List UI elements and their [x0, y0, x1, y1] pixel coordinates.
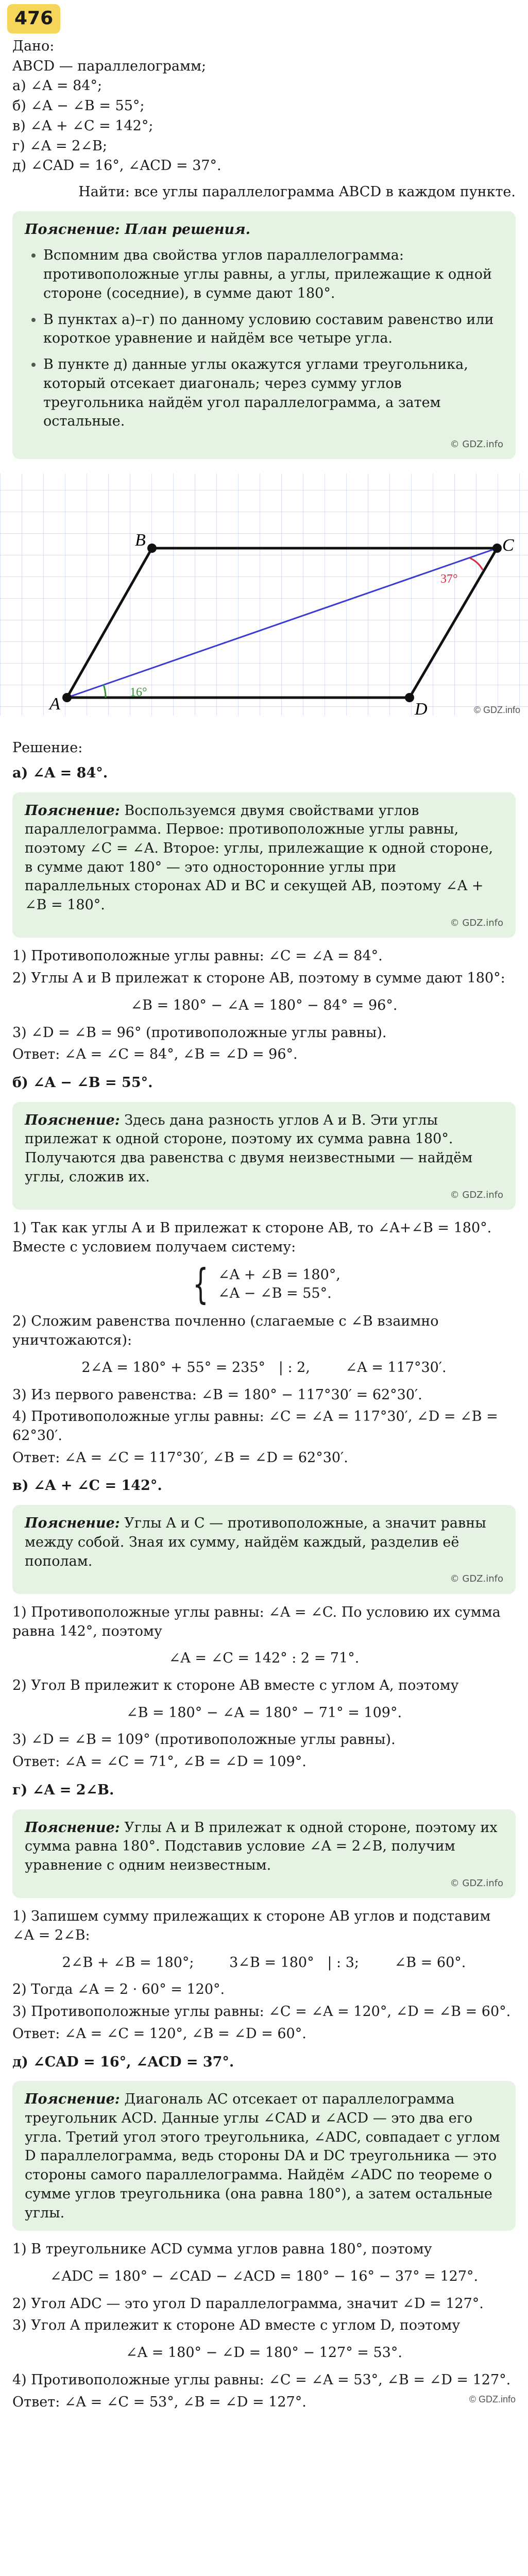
solution-line: 3) Из первого равенства: ∠B = 180° − 117°30′ = 62°30′. — [12, 1386, 422, 1403]
plan-list — [25, 246, 503, 431]
solution-block — [0, 739, 528, 783]
vertex-a-point — [62, 693, 72, 702]
solution-line: 3) ∠D = ∠B = 109° (противоположные углы равны). — [12, 1732, 396, 1748]
answer-line: Ответ: ∠A = ∠C = 117°30′, ∠B = ∠D = 62°30′. — [12, 1449, 348, 1466]
solution-line: 1) В треугольнике ACD сумма углов равна 180°, поэтому — [12, 2241, 432, 2258]
formula: ∠A = ∠C = 142° : 2 = 71°. — [168, 1650, 360, 1667]
expl-title: Пояснение: — [25, 802, 120, 819]
part-d-explanation — [12, 1809, 516, 1899]
expl-text: Углы A и C — противоположные, а значит равны между собой. Зная их сумму, найдём каждый, разделив её пополам. — [25, 1515, 486, 1569]
expl-text: Воспользуемся двумя свойствами углов параллелограмма. Первое: противоположные углы равны, поэтому ∠C = ∠A. Второе: углы, прилежащие к одной стороне, в сумме дают 180° — это односторонние углы при параллельных сторонах AD и BC и секущей AB, поэтому ∠A + ∠B = 180°. — [25, 802, 493, 913]
part-e-explanation — [12, 2081, 516, 2231]
system-line: ∠A + ∠B = 180°, — [218, 1266, 340, 1283]
given-line: в) ∠A + ∠C = 142°; — [12, 117, 154, 134]
problem-number-badge: 476 — [7, 4, 60, 33]
part-d-heading: г) ∠A = 2∠B. — [12, 1782, 114, 1798]
angle-a-label: 16° — [130, 686, 147, 700]
part-a-heading: а) ∠A = 84°. — [12, 765, 108, 781]
watermark: © GDZ.info — [450, 917, 503, 928]
given-line: г) ∠A = 2∠B; — [12, 138, 107, 154]
plan-item: • В пункте д) данные углы окажутся углами треугольника, который отсекает диагональ; через сумму углов треугольника найдём угол параллелограмма, а затем остальные. — [43, 355, 503, 431]
solution-line: 1) Запишем сумму прилежащих к стороне AB углов и подставим ∠A = 2∠B: — [12, 1908, 491, 1943]
system-line: ∠A − ∠B = 55°. — [218, 1285, 332, 1302]
vertex-d-point — [405, 693, 414, 702]
formula: ∠A = 180° − ∠D = 180° − 127° = 53°. — [126, 2345, 402, 2361]
expl-title: Пояснение: — [25, 2091, 120, 2108]
watermark: © GDZ.info — [450, 1573, 503, 1585]
figure-watermark: © GDZ.info — [473, 705, 520, 716]
watermark: © GDZ.info — [450, 1189, 503, 1200]
solution-label: Решение: — [12, 740, 83, 756]
part-d-solution — [0, 1907, 528, 2072]
solution-line: 1) Противоположные углы равны: ∠C = ∠A = 84°. — [12, 948, 383, 964]
watermark: © GDZ.info — [450, 438, 503, 450]
plan-item: • Вспомним два свойства углов параллелограмма: противоположные углы равны, а углы, прилежащие к одной стороне (соседние), в сумме дают 180°. — [43, 246, 503, 303]
answer-line: Ответ: ∠A = ∠C = 84°, ∠B = ∠D = 96°. — [12, 1046, 298, 1063]
given-block — [0, 0, 528, 202]
given-line: б) ∠A − ∠B = 55°; — [12, 98, 145, 114]
vertex-d-label: D — [415, 700, 428, 719]
watermark: © GDZ.info — [450, 1877, 503, 1889]
formula: 2∠A = 180° + 55° = 235° | : 2, ∠A = 117°30′. — [81, 1359, 447, 1376]
solution-line: 2) Тогда ∠A = 2 · 60° = 120°. — [12, 1981, 225, 1998]
parallelogram-figure — [0, 468, 528, 732]
part-c-solution — [0, 1603, 528, 1800]
given-line: а) ∠A = 84°; — [12, 78, 103, 94]
expl-text: Диагональ AC отсекает от параллелограмма треугольник ACD. Данные углы ∠CAD и ∠ACD — это два его угла. Третий угол этого треугольника, ∠ADC, совпадает с углом D параллелограмма, ведь стороны DA и DC треугольника — это стороны самого параллелограмма. Найдём ∠ADC по теореме о сумме углов треугольника (она равна 180°), а затем остальные углы. — [25, 2091, 500, 2221]
find-line: Найти: все углы параллелограмма ABCD в каждом пункте. — [78, 184, 516, 200]
formula: 2∠B + ∠B = 180°; 3∠B = 180° | : 3; ∠B = 60°. — [62, 1954, 466, 1971]
vertex-a-label: A — [49, 694, 60, 714]
vertex-c-point — [492, 544, 502, 553]
part-a-solution — [0, 947, 528, 1092]
expl-title: Пояснение: — [25, 1112, 120, 1128]
solution-line: 4) Противоположные углы равны: ∠C = ∠A = 53°, ∠B = ∠D = 127°. — [12, 2371, 511, 2388]
expl-title: Пояснение: — [25, 1515, 120, 1532]
vertex-c-label: C — [502, 536, 514, 555]
part-c-explanation — [12, 1505, 516, 1594]
solution-line: 3) ∠D = ∠B = 96° (противоположные углы равны). — [12, 1024, 387, 1041]
part-b-solution — [0, 1219, 528, 1496]
solution-line: 3) Угол A прилежит к стороне AD вместе с углом D, поэтому — [12, 2317, 461, 2334]
expl-text: Углы A и B прилежат к одной стороне, поэтому их сумма равна 180°. Подставив условие ∠A = 2∠B, получим уравнение с одним неизвестным. — [25, 1819, 498, 1873]
plan-title: Пояснение: План решения. — [25, 221, 251, 238]
part-b-explanation — [12, 1102, 516, 1210]
answer-line: Ответ: ∠A = ∠C = 71°, ∠B = ∠D = 109°. — [12, 1754, 306, 1770]
answer-line: Ответ: ∠A = ∠C = 53°, ∠B = ∠D = 127°. — [12, 2394, 306, 2410]
part-e-solution — [0, 2240, 528, 2412]
formula: ∠ADC = 180° − ∠CAD − ∠ACD = 180° − 16° − 37° = 127°. — [49, 2268, 479, 2284]
given-line: ABCD — параллелограмм; — [12, 58, 207, 74]
part-c-heading: в) ∠A + ∠C = 142°. — [12, 1478, 162, 1494]
formula: ∠B = 180° − ∠A = 180° − 84° = 96°. — [130, 997, 398, 1013]
equation-system — [12, 1260, 516, 1309]
watermark: © GDZ.info — [469, 2394, 516, 2404]
expl-text: Здесь дана разность углов A и B. Эти углы прилежат к одной стороне, поэтому их сумма равна 180°. Получаются два равенства с двумя неизвестными — найдём углы, сложив их. — [25, 1112, 473, 1185]
brace-icon: { — [193, 1260, 209, 1309]
grid-background — [0, 473, 528, 716]
plan-item: • В пунктах а)–г) по данному условию составим равенство или короткое уравнение и найдём все четыре угла. — [43, 311, 503, 348]
part-a-explanation — [12, 792, 516, 938]
plan-box — [12, 211, 516, 460]
expl-title: Пояснение: — [25, 1819, 120, 1836]
angle-c-label: 37° — [440, 572, 458, 586]
formula: ∠B = 180° − ∠A = 180° − 71° = 109°. — [126, 1704, 402, 1721]
solution-line: 2) Углы A и B прилежат к стороне AB, поэтому в сумме дают 180°: — [12, 970, 505, 987]
vertex-b-point — [147, 544, 157, 553]
solution-line: 2) Угол B прилежит к стороне AB вместе с углом A, поэтому — [12, 1677, 459, 1693]
solution-line: 1) Так как углы A и B прилежат к стороне AB, то ∠A+∠B = 180°. Вместе с условием получаем систему: — [12, 1220, 492, 1255]
solution-line: 2) Угол ADC — это угол D параллелограмма, значит ∠D = 127°. — [12, 2295, 484, 2312]
answer-row — [12, 2393, 516, 2412]
figure-svg — [0, 468, 528, 726]
solution-line: 4) Противоположные углы равны: ∠C = ∠A = 117°30′, ∠D = ∠B = 62°30′. — [12, 1409, 498, 1444]
part-b-heading: б) ∠A − ∠B = 55°. — [12, 1074, 153, 1091]
solution-line: 2) Сложим равенства почленно (слагаемые с ∠B взаимно уничтожаются): — [12, 1313, 439, 1349]
given-line: д) ∠CAD = 16°, ∠ACD = 37°. — [12, 158, 222, 174]
part-e-heading: д) ∠CAD = 16°, ∠ACD = 37°. — [12, 2054, 234, 2070]
vertex-b-label: B — [135, 531, 146, 550]
solution-line: 1) Противоположные углы равны: ∠A = ∠C. По условию их сумма равна 142°, поэтому — [12, 1604, 501, 1639]
answer-line: Ответ: ∠A = ∠C = 120°, ∠B = ∠D = 60°. — [12, 2025, 306, 2042]
given-label: Дано: — [12, 38, 55, 54]
solution-line: 3) Противоположные углы равны: ∠C = ∠A = 120°, ∠D = ∠B = 60°. — [12, 2004, 511, 2020]
